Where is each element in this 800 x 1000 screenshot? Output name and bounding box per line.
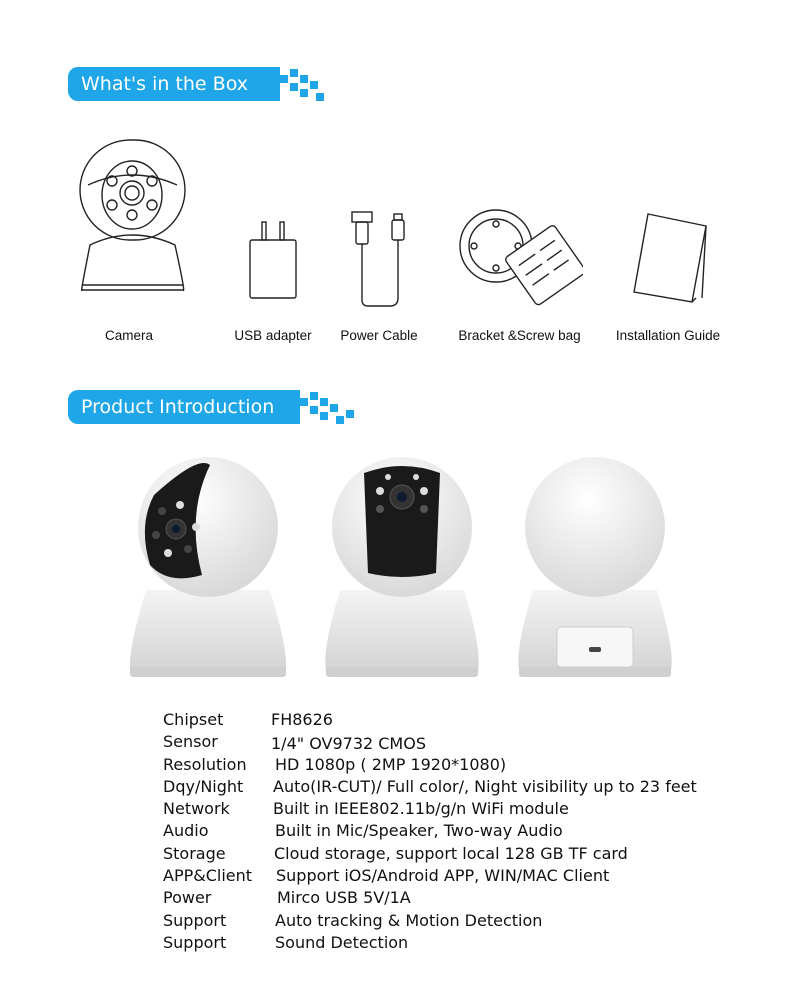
spec-value: Support iOS/Android APP, WIN/MAC Client bbox=[276, 866, 610, 886]
spec-value: Auto tracking & Motion Detection bbox=[275, 910, 543, 930]
spec-label: Chipset bbox=[163, 710, 224, 729]
box-item-label: USB adapter bbox=[234, 328, 312, 343]
box-item-label: Power Cable bbox=[340, 328, 418, 343]
spec-value: Built in Mic/Speaker, Two-way Audio bbox=[275, 821, 563, 841]
camera-photo-back bbox=[515, 455, 675, 685]
spec-label: Support bbox=[163, 932, 227, 952]
box-item-label: Camera bbox=[104, 328, 153, 343]
spec-label: Dqy/Night bbox=[163, 776, 244, 796]
camera-photo-side bbox=[128, 455, 288, 685]
installation-guide-icon bbox=[630, 212, 710, 304]
box-item-label: Bracket &Screw bag bbox=[458, 328, 581, 343]
spec-value: Auto(IR-CUT)/ Full color/, Night visibility up to 23 feet bbox=[273, 776, 697, 796]
spec-value: Built in IEEE802.11b/g/n WiFi module bbox=[273, 799, 569, 819]
spec-label: Power bbox=[163, 888, 212, 908]
spec-label: Network bbox=[163, 799, 230, 819]
spec-label: Audio bbox=[163, 821, 209, 841]
section-banner-intro bbox=[68, 390, 300, 424]
spec-label: Storage bbox=[163, 843, 226, 863]
section-title-intro: Product Introduction bbox=[81, 396, 275, 418]
power-cable-icon bbox=[350, 208, 410, 308]
section-banner-box bbox=[68, 67, 280, 101]
spec-value: Sound Detection bbox=[275, 932, 409, 952]
spec-value: Cloud storage, support local 128 GB TF card bbox=[274, 843, 628, 863]
usb-adapter-icon bbox=[248, 220, 300, 302]
spec-value: 1/4" OV9732 CMOS bbox=[271, 734, 426, 754]
spec-value: FH8626 bbox=[271, 710, 333, 729]
spec-value: HD 1080p ( 2MP 1920*1080) bbox=[275, 754, 507, 774]
camera-photo-front bbox=[322, 455, 482, 685]
spec-label: Sensor bbox=[163, 732, 218, 752]
camera-outline-icon bbox=[70, 135, 195, 305]
spec-label: Support bbox=[163, 910, 227, 930]
spec-label: APP&Client bbox=[163, 866, 253, 886]
section-title-box: What's in the Box bbox=[81, 73, 248, 95]
bracket-screw-bag-icon bbox=[458, 208, 583, 308]
spec-label: Resolution bbox=[163, 754, 247, 774]
box-item-label: Installation Guide bbox=[615, 328, 721, 343]
spec-value: Mirco USB 5V/1A bbox=[277, 888, 411, 908]
